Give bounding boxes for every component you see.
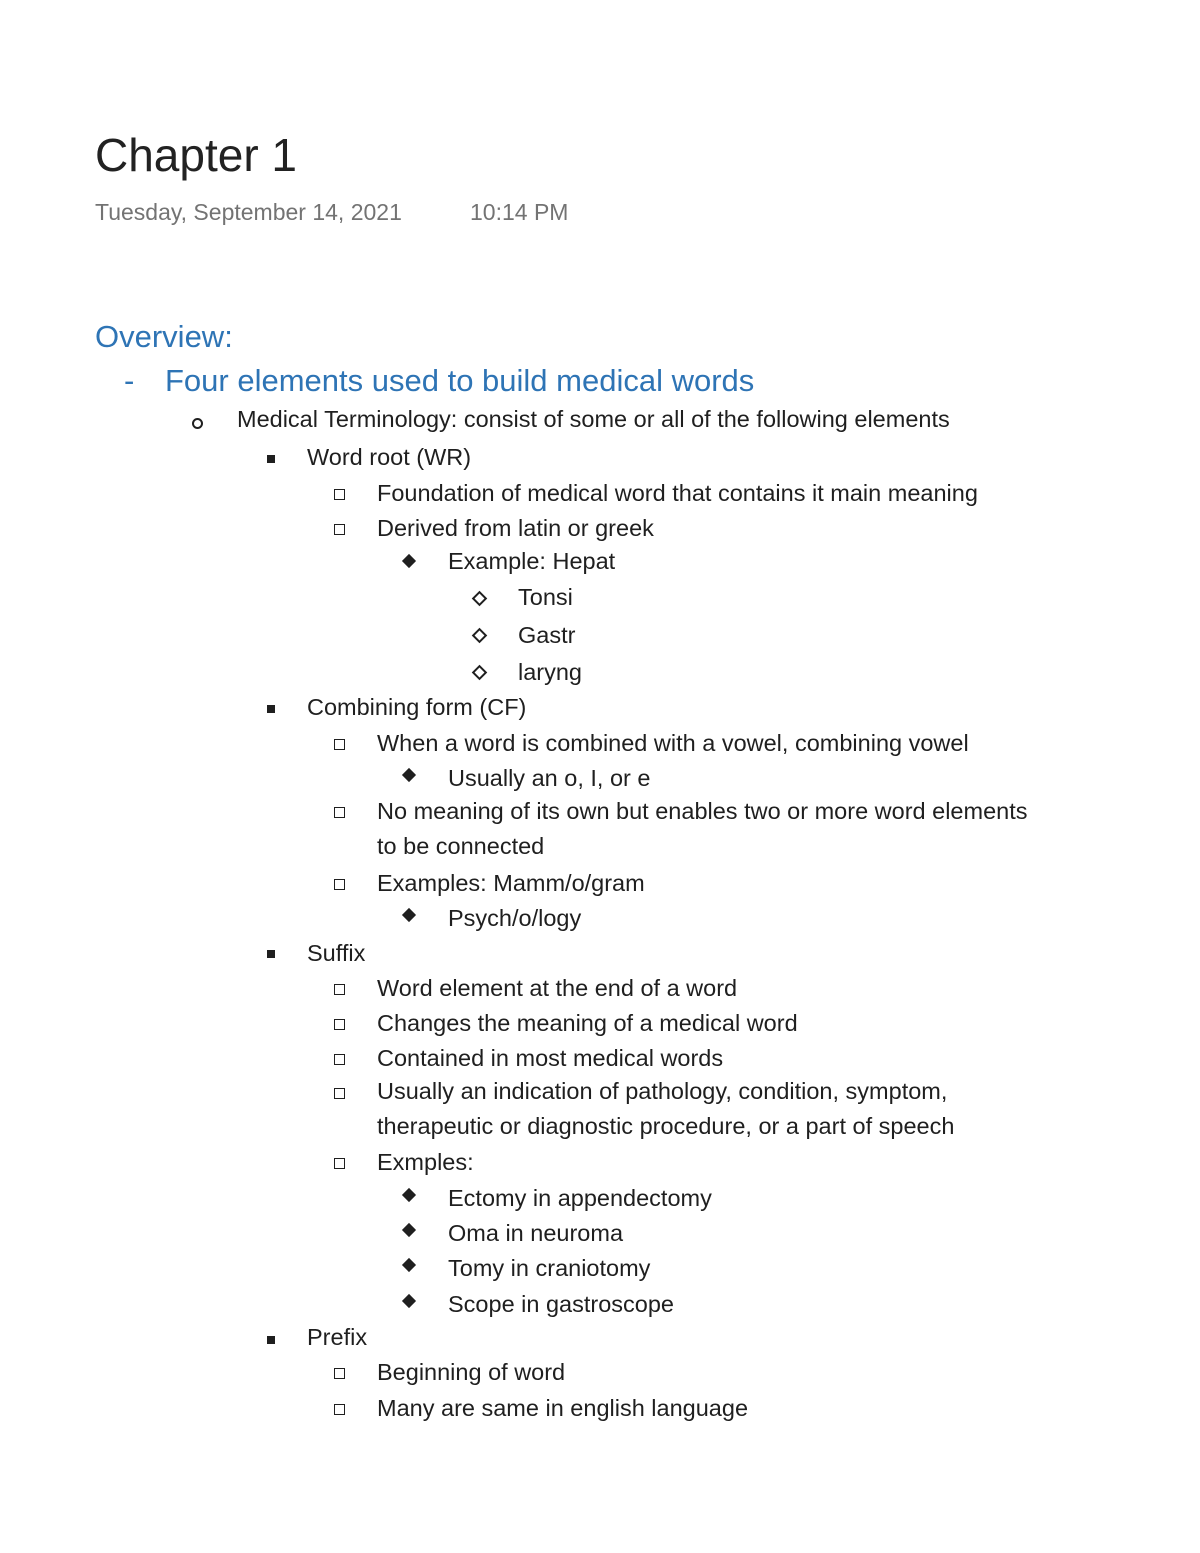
square-bullet-icon — [267, 1336, 275, 1344]
hollow-square-bullet-icon — [334, 489, 345, 500]
note-line: Prefix — [307, 1324, 368, 1350]
circle-bullet-icon — [192, 418, 203, 429]
hollow-square-bullet-icon — [334, 1019, 345, 1030]
hollow-square-bullet-icon — [334, 1368, 345, 1379]
hollow-square-bullet-icon — [334, 739, 345, 750]
note-line: When a word is combined with a vowel, combining vowel — [377, 730, 969, 756]
diamond-bullet-icon — [402, 1223, 416, 1237]
note-line: Suffix — [307, 940, 366, 966]
hollow-square-bullet-icon — [334, 524, 345, 535]
diamond-bullet-icon — [402, 1258, 416, 1272]
note-line: Changes the meaning of a medical word — [377, 1010, 798, 1036]
note-line: Ectomy in appendectomy — [448, 1185, 712, 1211]
hollow-square-bullet-icon — [334, 879, 345, 890]
page-date: Tuesday, September 14, 2021 — [95, 199, 402, 225]
note-line: Usually an indication of pathology, condition, symptom, — [377, 1078, 948, 1104]
note-line: No meaning of its own but enables two or more word elements — [377, 798, 1028, 824]
note-line: Psych/o/logy — [448, 905, 582, 931]
heading-four-elements: Four elements used to build medical words — [165, 363, 755, 398]
note-line: Many are same in english language — [377, 1395, 749, 1421]
hollow-diamond-bullet-icon — [472, 628, 488, 644]
diamond-bullet-icon — [402, 554, 416, 568]
note-line: laryng — [518, 659, 583, 685]
heading-overview: Overview: — [95, 319, 233, 354]
note-line: Gastr — [518, 622, 576, 648]
page-time: 10:14 PM — [470, 199, 569, 225]
square-bullet-icon — [267, 455, 275, 463]
note-line: Foundation of medical word that contains it main meaning — [377, 480, 978, 506]
note-line: Medical Terminology: consist of some or all of the following elements — [237, 406, 950, 432]
square-bullet-icon — [267, 705, 275, 713]
page-title: Chapter 1 — [95, 129, 298, 181]
note-line: to be connected — [377, 833, 545, 859]
note-line: Oma in neuroma — [448, 1220, 624, 1246]
note-line: Derived from latin or greek — [377, 515, 654, 541]
dash-bullet: - — [124, 363, 135, 398]
note-line: Tonsi — [518, 584, 573, 610]
hollow-diamond-bullet-icon — [472, 591, 488, 607]
hollow-square-bullet-icon — [334, 1158, 345, 1169]
hollow-diamond-bullet-icon — [472, 665, 488, 681]
diamond-bullet-icon — [402, 908, 416, 922]
note-line: Example: Hepat — [448, 548, 616, 574]
hollow-square-bullet-icon — [334, 1054, 345, 1065]
note-line: therapeutic or diagnostic procedure, or a part of speech — [377, 1113, 955, 1139]
square-bullet-icon — [267, 950, 275, 958]
note-line: Tomy in craniotomy — [448, 1255, 651, 1281]
note-line: Usually an o, I, or e — [448, 765, 651, 791]
note-line: Combining form (CF) — [307, 694, 527, 720]
note-line: Word element at the end of a word — [377, 975, 738, 1001]
note-line: Examples: Mamm/o/gram — [377, 870, 645, 896]
diamond-bullet-icon — [402, 1294, 416, 1308]
hollow-square-bullet-icon — [334, 807, 345, 818]
diamond-bullet-icon — [402, 768, 416, 782]
note-line: Scope in gastroscope — [448, 1291, 675, 1317]
note-line: Word root (WR) — [307, 444, 472, 470]
diamond-bullet-icon — [402, 1188, 416, 1202]
hollow-square-bullet-icon — [334, 984, 345, 995]
note-line: Contained in most medical words — [377, 1045, 724, 1071]
note-line: Exmples: — [377, 1149, 474, 1175]
hollow-square-bullet-icon — [334, 1404, 345, 1415]
hollow-square-bullet-icon — [334, 1088, 345, 1099]
page-cutoff — [0, 1437, 1200, 1553]
note-line: Beginning of word — [377, 1359, 566, 1385]
